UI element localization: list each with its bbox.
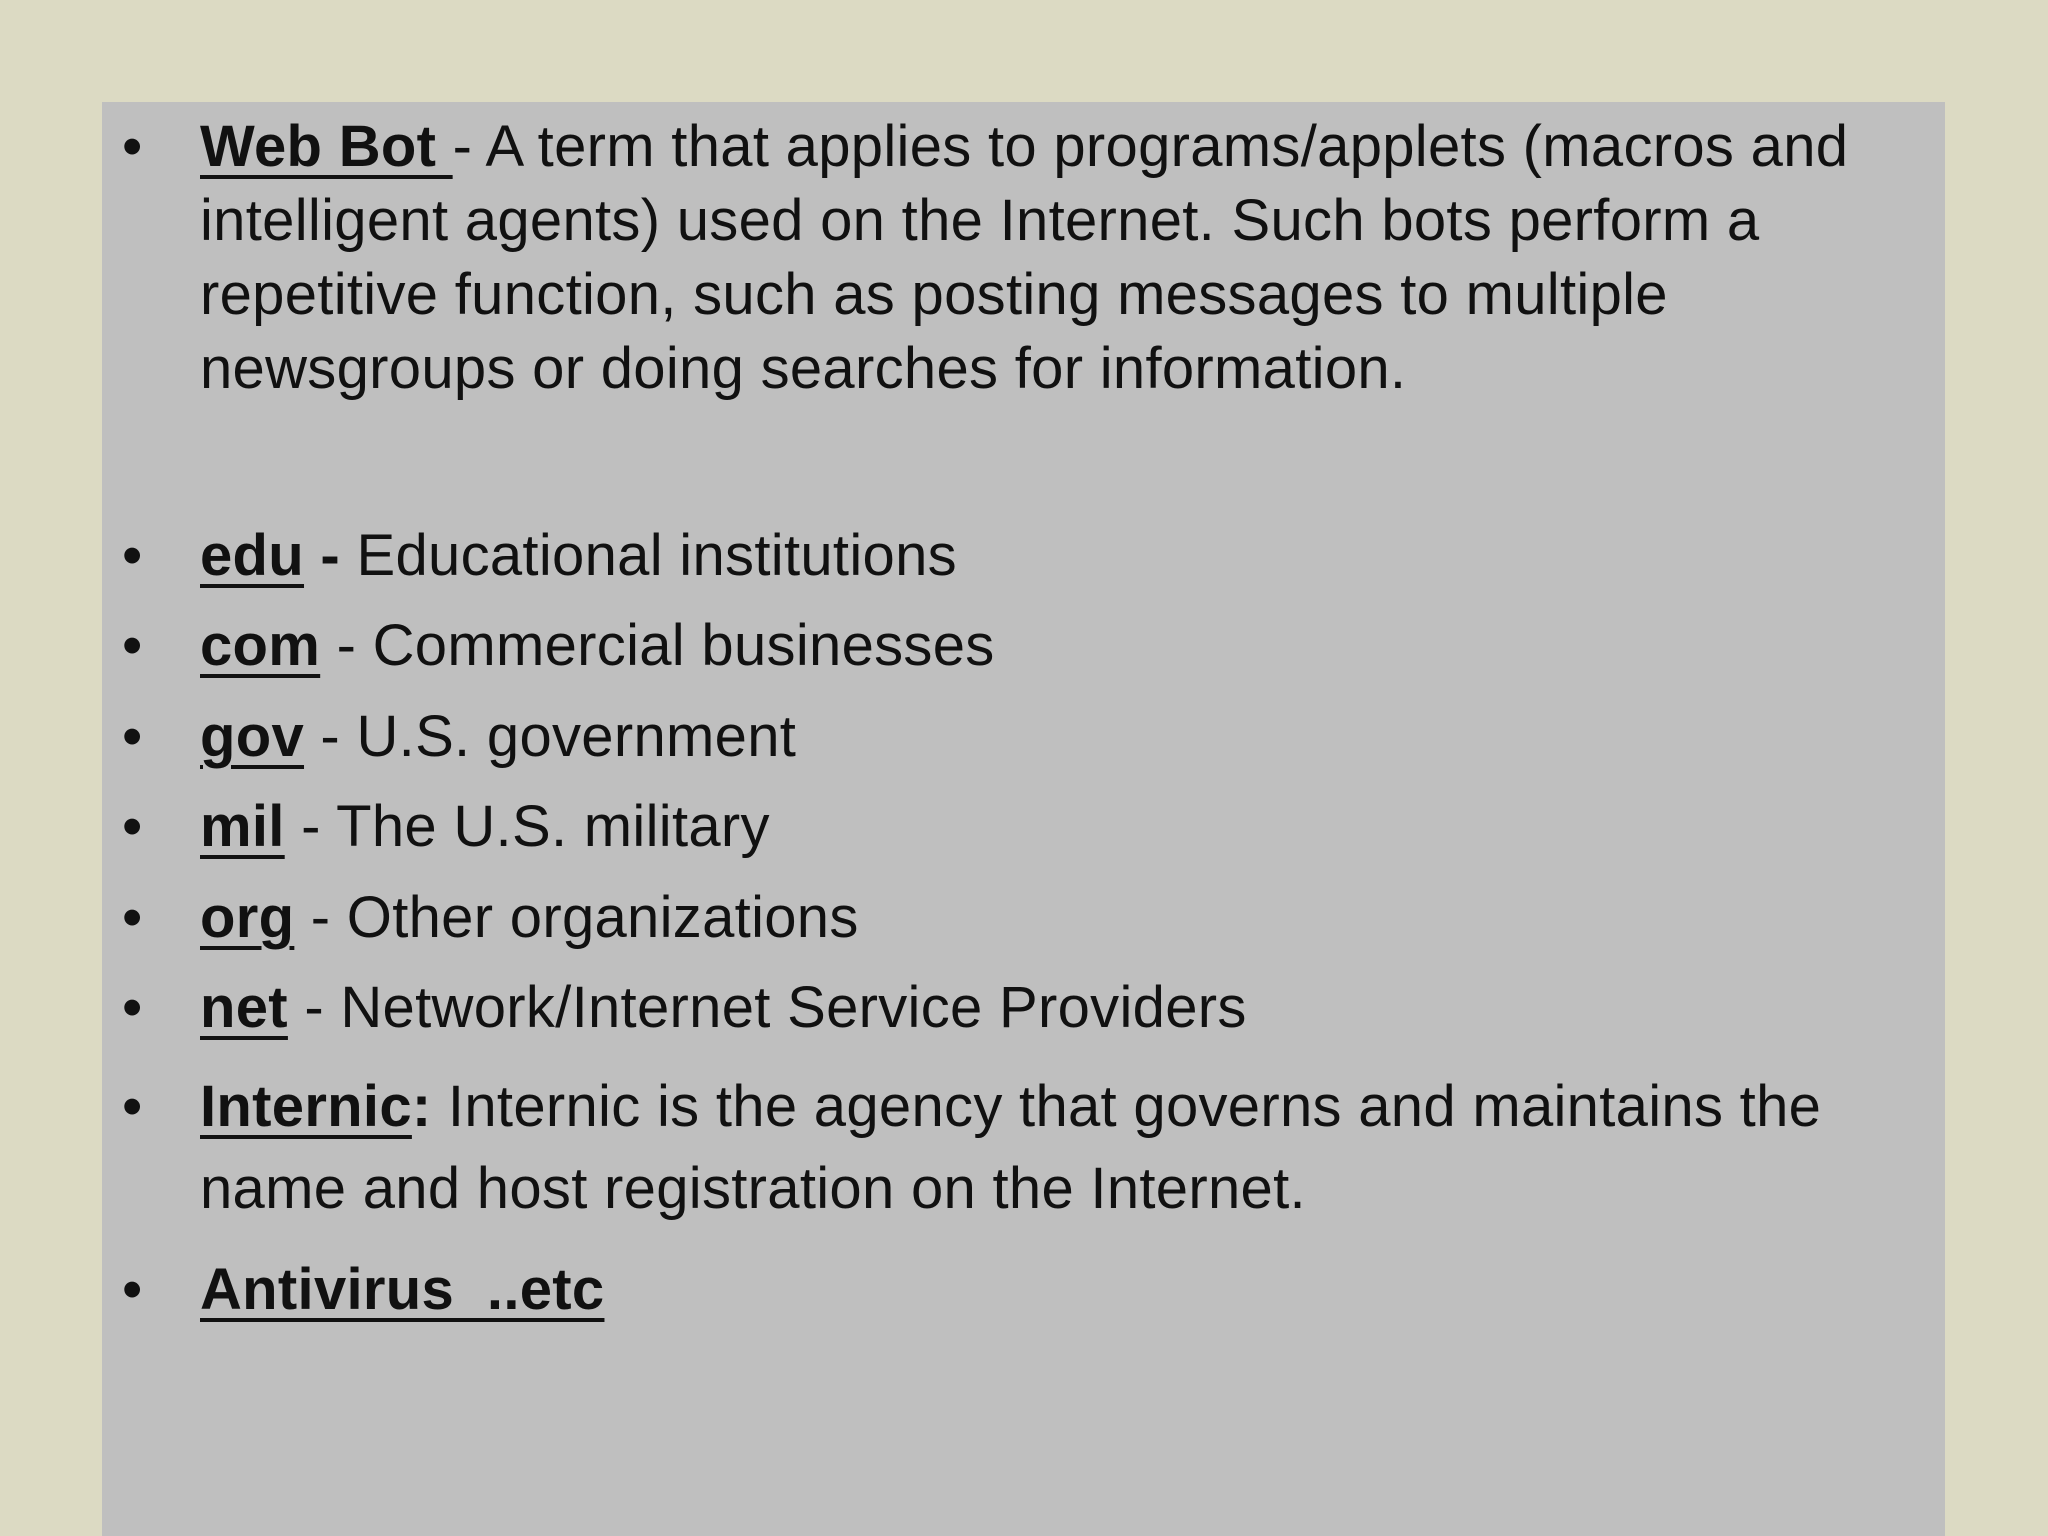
content-panel — [102, 102, 1945, 1536]
description: U.S. government — [356, 704, 797, 769]
term-web-bot: Web Bot — [200, 114, 453, 179]
term-net: net — [200, 975, 288, 1040]
term-edu: edu — [200, 523, 305, 588]
separator: - — [294, 885, 347, 950]
description: The U.S. military — [336, 794, 770, 859]
edu-text — [200, 511, 1935, 601]
separator: - — [284, 794, 337, 859]
separator: - — [304, 704, 357, 769]
description: Educational institutions — [356, 523, 957, 588]
term-mil: mil — [200, 794, 285, 859]
org-text — [200, 873, 1935, 963]
term-gov: gov — [200, 704, 305, 769]
web-bot-text — [200, 110, 1935, 406]
net-text — [200, 963, 1935, 1053]
separator: : — [411, 1074, 432, 1139]
internic-text — [200, 1066, 1935, 1230]
bullet-icon: • — [122, 613, 143, 678]
bullet-icon: • — [122, 114, 143, 179]
description: Commercial businesses — [372, 613, 995, 678]
description: Other organizations — [346, 885, 859, 950]
separator: - — [452, 114, 473, 179]
bullet-icon: • — [122, 704, 143, 769]
description: Network/Internet Service Providers — [340, 975, 1247, 1040]
bullet-icon: • — [122, 1074, 143, 1139]
term-internic: Internic — [200, 1074, 412, 1139]
separator: - — [320, 613, 373, 678]
description: Internic is the agency that governs and maintains the name and host registration on the Internet. — [200, 1074, 1822, 1221]
com-text — [200, 601, 1935, 691]
gov-text — [200, 692, 1935, 782]
bullet-icon: • — [122, 975, 143, 1040]
separator: - — [287, 975, 341, 1040]
bullet-icon: • — [122, 794, 143, 859]
separator: - — [304, 523, 357, 588]
mil-text — [200, 782, 1935, 872]
term-org: org — [200, 885, 295, 950]
antivirus-text — [200, 1245, 1935, 1335]
bullet-icon: • — [122, 885, 143, 950]
bullet-icon: • — [122, 523, 143, 588]
bullet-icon: • — [122, 1257, 143, 1322]
term-com: com — [200, 613, 321, 678]
term-antivirus: Antivirus ..etc — [200, 1257, 605, 1322]
description: A term that applies to programs/applets (macros and intelligent agents) used on the Internet. Such bots perform a repetitive function, such as posting messages to multiple newsgroups or doing searches for information. — [200, 114, 1849, 401]
